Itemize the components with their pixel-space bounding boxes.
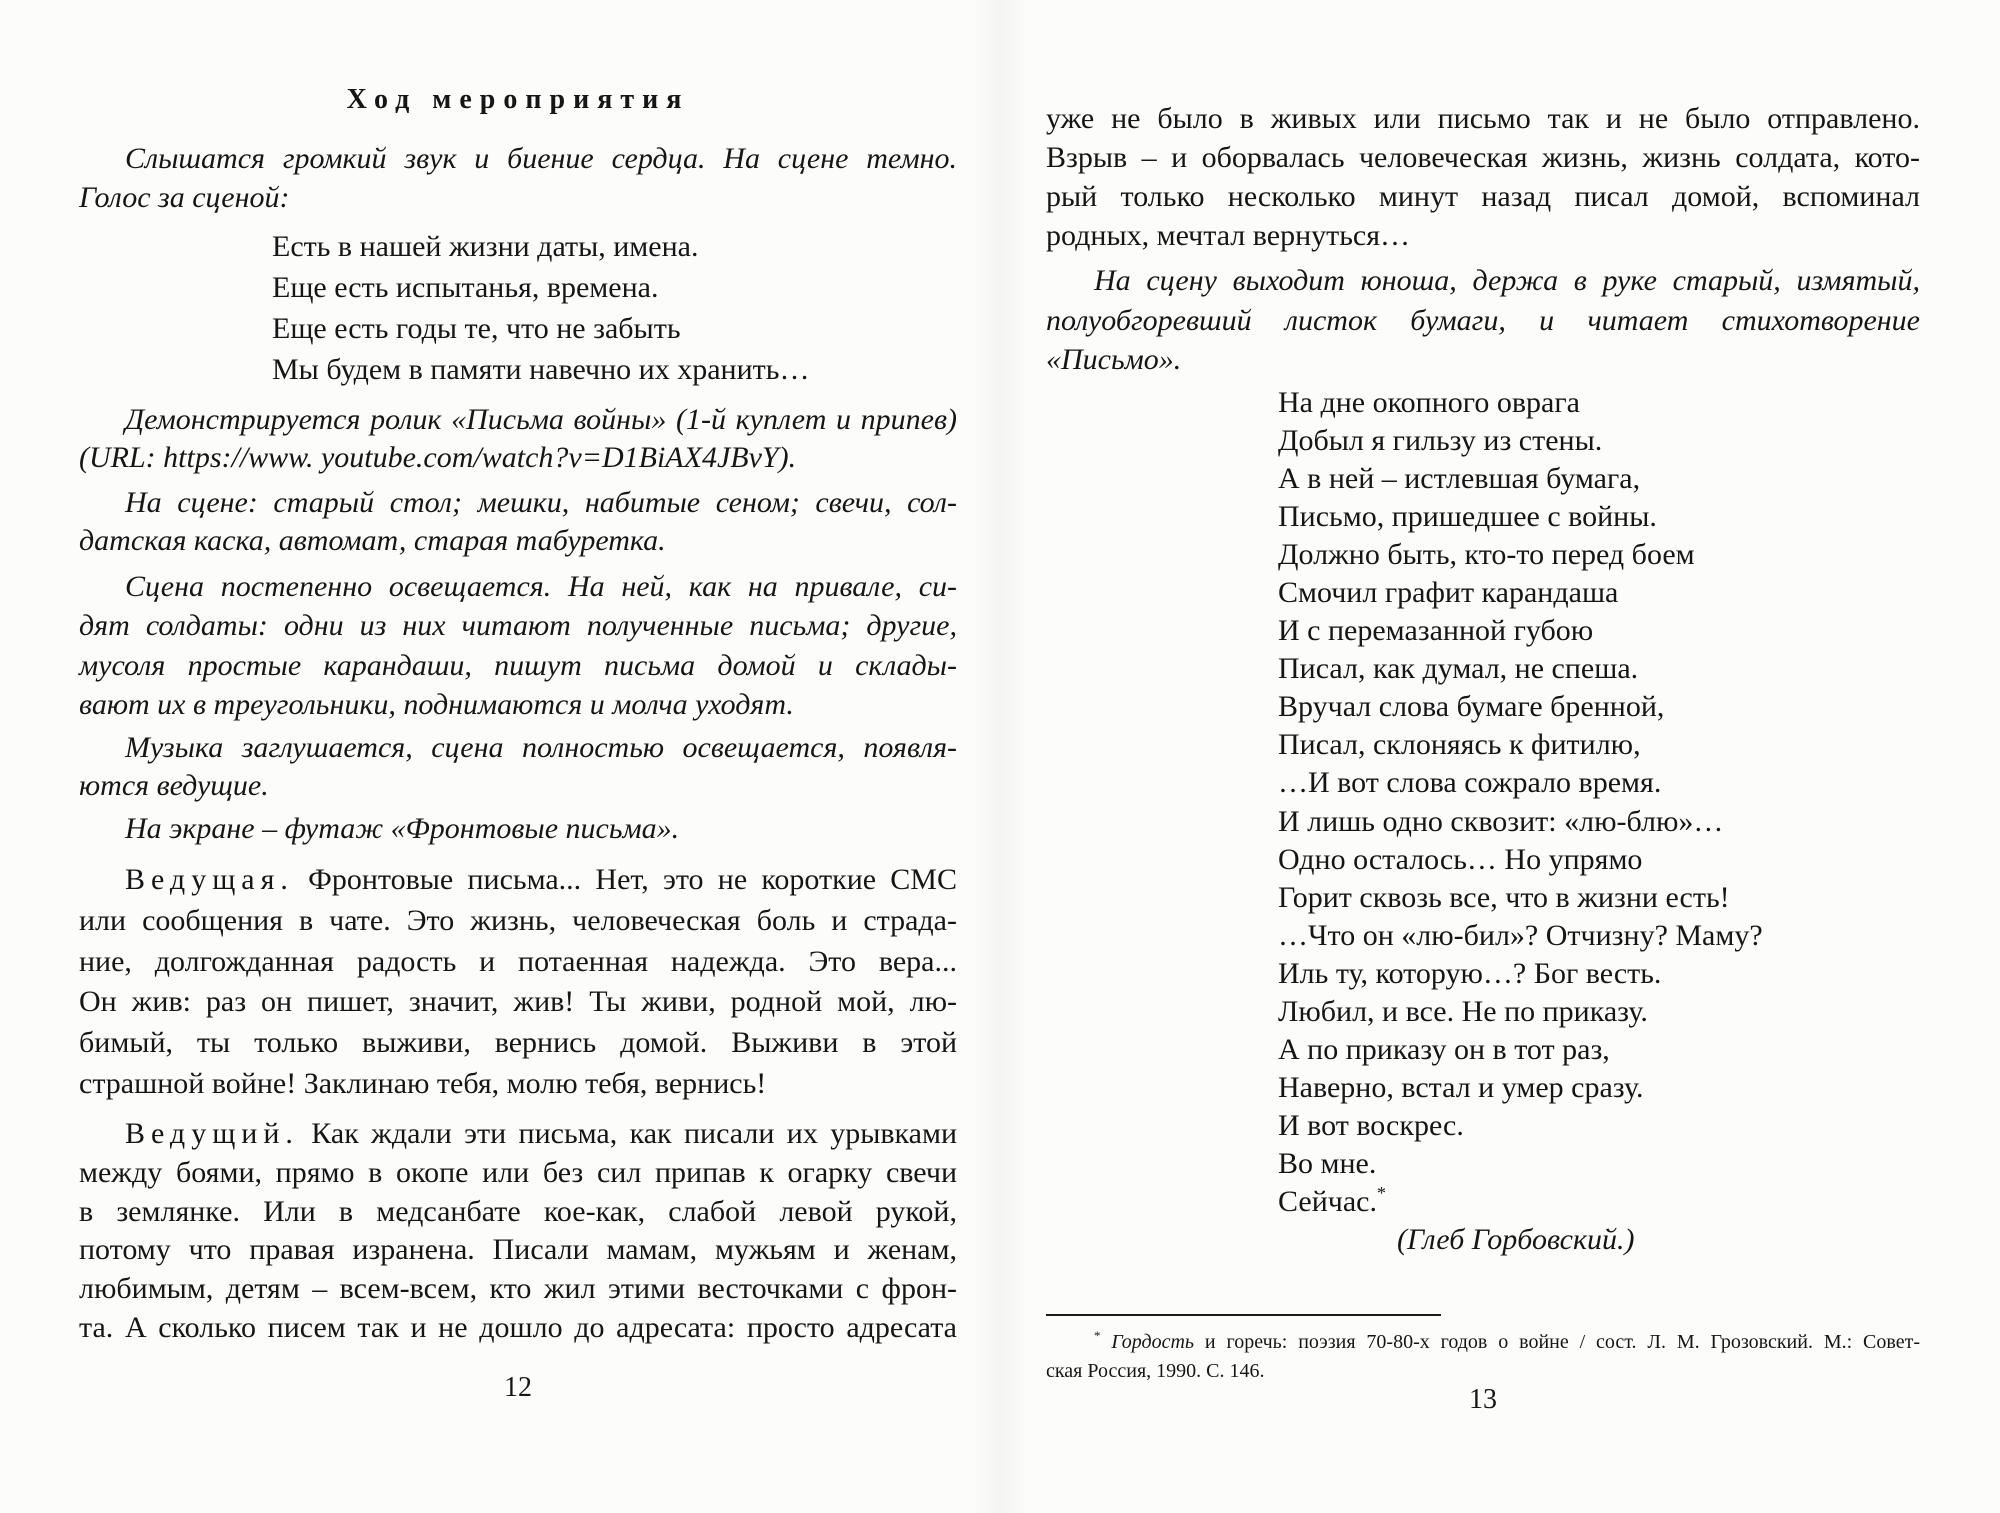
text-line: уже не было в живых или письмо так и не было отправлено. bbox=[1046, 102, 1920, 135]
text-run: Как ждали эти письма, как писали их урывками bbox=[298, 1117, 957, 1150]
text-line: На сцене: старый стол; мешки, набитые сеном; свечи, сол- bbox=[125, 486, 957, 519]
text-run: Сейчас. bbox=[1278, 1184, 1377, 1218]
text-line: ются ведущие. bbox=[79, 769, 269, 802]
stage-direction bbox=[79, 809, 957, 849]
poem-line: Иль ту, которую…? Бог весть. bbox=[1278, 956, 1662, 990]
stage-direction bbox=[79, 729, 957, 805]
poem-line bbox=[1278, 1183, 1918, 1221]
poem-line: Письмо, пришедшее с войны. bbox=[1278, 500, 1657, 534]
epigraph-poem bbox=[272, 226, 952, 390]
poem-line: Есть в нашей жизни даты, имена. bbox=[272, 230, 699, 263]
poem-line: Любил, и все. Не по приказу. bbox=[1278, 994, 1648, 1028]
text-line: датская каска, автомат, старая табуретка. bbox=[79, 524, 666, 557]
text-line: Слышатся громкий звук и биение сердца. На сцене темно. bbox=[125, 142, 957, 175]
page-number: 12 bbox=[504, 1372, 532, 1403]
text-run: Гордость bbox=[1111, 1331, 1195, 1353]
speech-host-male bbox=[79, 1115, 957, 1348]
speech-continuation bbox=[1046, 99, 1920, 255]
footnote bbox=[1046, 1328, 1920, 1386]
text-run: и горечь: поэзия 70-80-х годов о войне / сост. Л. М. Грозовский. М.: Совет- bbox=[1194, 1331, 1921, 1353]
text-line: между боями, прямо в окопе или без сил припав к огарку свечи bbox=[79, 1155, 957, 1189]
text-line: ская Россия, 1990. С. 146. bbox=[1046, 1360, 1265, 1382]
text-run: Фронтовые письма... Нет, это не короткие СМС bbox=[293, 863, 957, 896]
text-line: Он жив: раз он пишет, значит, жив! Ты живи, родной мой, лю- bbox=[79, 985, 957, 1019]
poem-line: Вручал слова бумаге бренной, bbox=[1278, 690, 1665, 724]
poem-line: И вот воскрес. bbox=[1278, 1108, 1464, 1142]
text-line: На сцену выходит юноша, держа в руке старый, измятый, bbox=[1094, 264, 1920, 297]
text-line: в землянке. Или в медсанбате кое-как, слабой левой рукой, bbox=[79, 1194, 957, 1228]
stage-direction bbox=[1046, 261, 1920, 380]
poem-line: А по приказу он в тот раз, bbox=[1278, 1032, 1610, 1066]
text-line: страшной войне! Заклинаю тебя, молю тебя, вернись! bbox=[79, 1066, 767, 1100]
text-line: Сцена постепенно освещается. На ней, как на привале, си- bbox=[125, 570, 957, 603]
poem-line: Писал, склоняясь к фитилю, bbox=[1278, 728, 1641, 762]
poem-line: Во мне. bbox=[1278, 1146, 1377, 1180]
poem-line: Горит сквозь все, что в жизни есть! bbox=[1278, 880, 1730, 914]
poem-line: Смочил графит карандаша bbox=[1278, 576, 1619, 610]
poem-line: Должно быть, кто-то перед боем bbox=[1278, 538, 1695, 572]
text-line: На экране – футаж «Фронтовые письма». bbox=[125, 812, 680, 845]
speaker-name: Ведущая. bbox=[125, 863, 294, 896]
text-line: или сообщения в чате. Это жизнь, человеческая боль и страда- bbox=[79, 903, 957, 937]
poem-line: Одно осталось… Но упрямо bbox=[1278, 842, 1643, 876]
poem-line: Писал, как думал, не спеша. bbox=[1278, 652, 1639, 686]
speech-host-female bbox=[79, 860, 957, 1105]
text-line: (URL: https://www. youtube.com/watch?v=D1BiAX4JBvY). bbox=[79, 441, 797, 474]
text-line bbox=[79, 1115, 957, 1154]
footnote-rule bbox=[1046, 1314, 1441, 1316]
text-line bbox=[1046, 1328, 1920, 1357]
text-line: мусоля простые карандаши, пишут письма домой и склады- bbox=[79, 648, 957, 682]
poem-line: Мы будем в памяти навечно их хранить… bbox=[272, 353, 810, 386]
text-line: «Письмо». bbox=[1046, 343, 1182, 376]
text-line: родных, мечтал вернуться… bbox=[1046, 219, 1411, 252]
poem-line: Добыл я гильзу из стены. bbox=[1278, 424, 1603, 458]
text-line bbox=[79, 860, 957, 901]
poem-line: И лишь одно сквозит: «лю-блю»… bbox=[1278, 804, 1724, 838]
text-line: Демонстрируется ролик «Письма войны» (1-й куплет и припев) bbox=[125, 403, 957, 436]
text-line: ние, долгожданная радость и потаенная надежда. Это вера... bbox=[79, 944, 957, 978]
stage-direction bbox=[79, 139, 957, 217]
text-line: Голос за сценой: bbox=[79, 181, 290, 214]
poem-line: Еще есть годы те, что не забыть bbox=[272, 312, 681, 345]
text-line: Взрыв – и оборвалась человеческая жизнь, жизнь солдата, кото- bbox=[1046, 141, 1920, 174]
poem-line: …Что он «лю-бил»? Отчизну? Маму? bbox=[1278, 918, 1763, 952]
text-line: дят солдаты: одни из них читают полученные письма; другие, bbox=[79, 609, 957, 643]
poem-author: (Глеб Горбовский.) bbox=[1397, 1223, 1635, 1256]
text-line: вают их в треугольники, поднимаются и молча уходят. bbox=[79, 687, 794, 721]
page-number: 13 bbox=[1469, 1384, 1497, 1415]
poem-line: Наверно, встал и умер сразу. bbox=[1278, 1070, 1644, 1104]
poem-line: И с перемазанной губою bbox=[1278, 614, 1594, 648]
text-line: рый только несколько минут назад писал домой, вспоминал bbox=[1046, 180, 1920, 213]
poem-line: А в ней – истлевшая бумага, bbox=[1278, 462, 1641, 496]
speaker-name: Ведущий. bbox=[125, 1117, 299, 1150]
right-page bbox=[1000, 0, 2000, 1513]
stage-direction bbox=[79, 567, 957, 724]
poem-line: На дне окопного оврага bbox=[1278, 386, 1580, 419]
footnote-marker: * bbox=[1376, 1182, 1386, 1203]
text-line: та. А сколько писем так и не дошло до адресата: просто адресата bbox=[79, 1310, 957, 1344]
text-line: бимый, ты только выживи, вернись домой. Выживи в этой bbox=[79, 1026, 957, 1060]
poem-line: …И вот слова сожрало время. bbox=[1278, 766, 1662, 800]
page-title: Ход мероприятия bbox=[346, 84, 690, 115]
text-line: Музыка заглушается, сцена полностью освещается, появля- bbox=[125, 731, 957, 764]
text-line: любимым, детям – всем-всем, кто жил этими весточками с фрон- bbox=[79, 1272, 957, 1306]
stage-direction bbox=[79, 484, 957, 560]
text-line: потому что правая изранена. Писали мамам, мужьям и женам, bbox=[79, 1233, 957, 1267]
footnote-marker: * bbox=[1094, 1328, 1101, 1343]
stage-direction bbox=[79, 401, 957, 477]
poem-letter bbox=[1278, 384, 1918, 1221]
text-line: полуобгоревший листок бумаги, и читает стихотворение bbox=[1046, 303, 1920, 337]
poem-line: Еще есть испытанья, времена. bbox=[272, 271, 659, 304]
